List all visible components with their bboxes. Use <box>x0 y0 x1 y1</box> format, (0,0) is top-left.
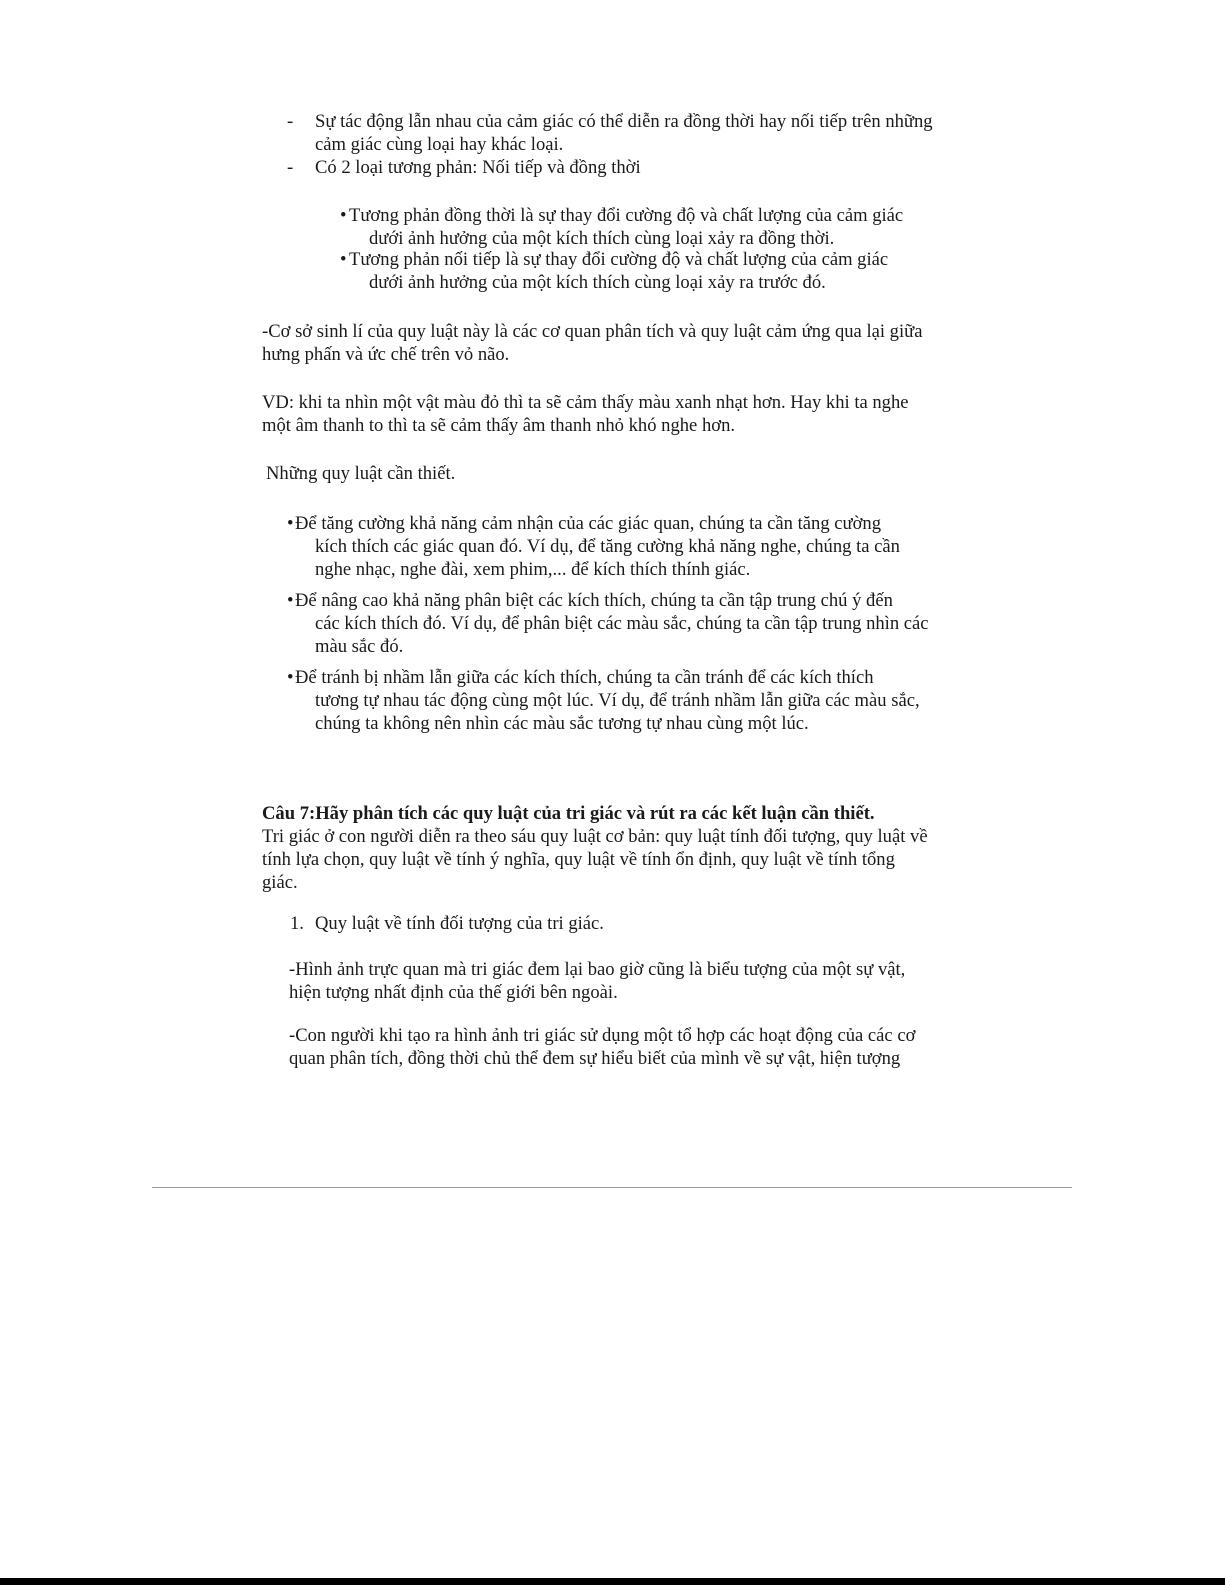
necessary-heading: Những quy luật cần thiết. <box>266 463 456 484</box>
bullet-dot: • <box>287 667 294 688</box>
contrast-type1-line2: dưới ảnh hưởng của một kích thích cùng loại xảy ra đồng thời. <box>369 228 835 249</box>
question-title: Câu 7:Hãy phân tích các quy luật của tri giác và rút ra các kết luận cần thiết. <box>262 803 875 824</box>
question-intro-line1: Tri giác ở con người diễn ra theo sáu quy luật cơ bản: quy luật tính đối tượng, quy luật về <box>262 826 928 847</box>
contrast-bullet2: Có 2 loại tương phản: Nối tiếp và đồng thời <box>315 157 641 178</box>
necessary-item3-line2: tương tự nhau tác động cùng một lúc. Ví dụ, để tránh nhầm lẫn giữa các màu sắc, <box>315 690 920 711</box>
contrast-type2-line1: Tương phản nối tiếp là sự thay đổi cường độ và chất lượng của cảm giác <box>349 249 889 270</box>
basis-line1: -Cơ sở sinh lí của quy luật này là các cơ quan phân tích và quy luật cảm ứng qua lại giữa <box>262 321 923 342</box>
dash-bullet: - <box>287 111 294 132</box>
basis-line2: hưng phấn và ức chế trên vỏ não. <box>262 344 510 365</box>
necessary-item1-line2: kích thích các giác quan đó. Ví dụ, để tăng cường khả năng nghe, chúng ta cần <box>315 536 900 557</box>
question-intro-line2: tính lựa chọn, quy luật về tính ý nghĩa, quy luật về tính ổn định, quy luật về tính tổng <box>262 849 895 870</box>
example-line2: một âm thanh to thì ta sẽ cảm thấy âm thanh nhỏ khó nghe hơn. <box>262 415 736 436</box>
question-intro-line3: giác. <box>262 872 298 893</box>
law1-para1-line1: -Hình ảnh trực quan mà tri giác đem lại bao giờ cũng là biểu tượng của một sự vật, <box>289 959 906 980</box>
law1-number: 1. <box>290 913 304 934</box>
necessary-item1-line3: nghe nhạc, nghe đài, xem phim,... để kích thích thính giác. <box>315 559 751 580</box>
law1-para1-line2: hiện tượng nhất định của thế giới bên ngoài. <box>289 982 618 1003</box>
necessary-item2-line3: màu sắc đó. <box>315 636 404 657</box>
necessary-item3-line3: chúng ta không nên nhìn các màu sắc tương tự nhau cùng một lúc. <box>315 713 809 734</box>
dash-bullet: - <box>287 157 294 178</box>
contrast-bullet1-line1: Sự tác động lẫn nhau của cảm giác có thể diễn ra đồng thời hay nối tiếp trên những <box>315 111 933 132</box>
law1-para2-line2: quan phân tích, đồng thời chủ thể đem sự hiểu biết của mình về sự vật, hiện tượng <box>289 1048 901 1069</box>
contrast-type2-line2: dưới ảnh hưởng của một kích thích cùng loại xảy ra trước đó. <box>369 272 826 293</box>
necessary-item2-line1: Để nâng cao khả năng phân biệt các kích thích, chúng ta cần tập trung chú ý đến <box>295 590 893 611</box>
law1-title: Quy luật về tính đối tượng của tri giác. <box>315 913 604 934</box>
page-separator <box>152 1187 1072 1188</box>
bottom-edge-bar <box>0 1578 1225 1585</box>
bullet-dot: • <box>287 513 294 534</box>
contrast-type1-line1: Tương phản đồng thời là sự thay đổi cường độ và chất lượng của cảm giác <box>349 205 904 226</box>
law1-para2-line1: -Con người khi tạo ra hình ảnh tri giác sử dụng một tổ hợp các hoạt động của các cơ <box>289 1025 916 1046</box>
necessary-item2-line2: các kích thích đó. Ví dụ, để phân biệt các màu sắc, chúng ta cần tập trung nhìn các <box>315 613 929 634</box>
contrast-bullet1-line2: cảm giác cùng loại hay khác loại. <box>315 134 564 155</box>
necessary-item1-line1: Để tăng cường khả năng cảm nhận của các giác quan, chúng ta cần tăng cường <box>295 513 882 534</box>
bullet-dot: • <box>287 590 294 611</box>
bullet-dot: • <box>340 205 347 226</box>
bullet-dot: • <box>340 249 347 270</box>
necessary-item3-line1: Để tránh bị nhầm lẫn giữa các kích thích, chúng ta cần tránh để các kích thích <box>295 667 874 688</box>
example-line1: VD: khi ta nhìn một vật màu đỏ thì ta sẽ cảm thấy màu xanh nhạt hơn. Hay khi ta nghe <box>262 392 909 413</box>
